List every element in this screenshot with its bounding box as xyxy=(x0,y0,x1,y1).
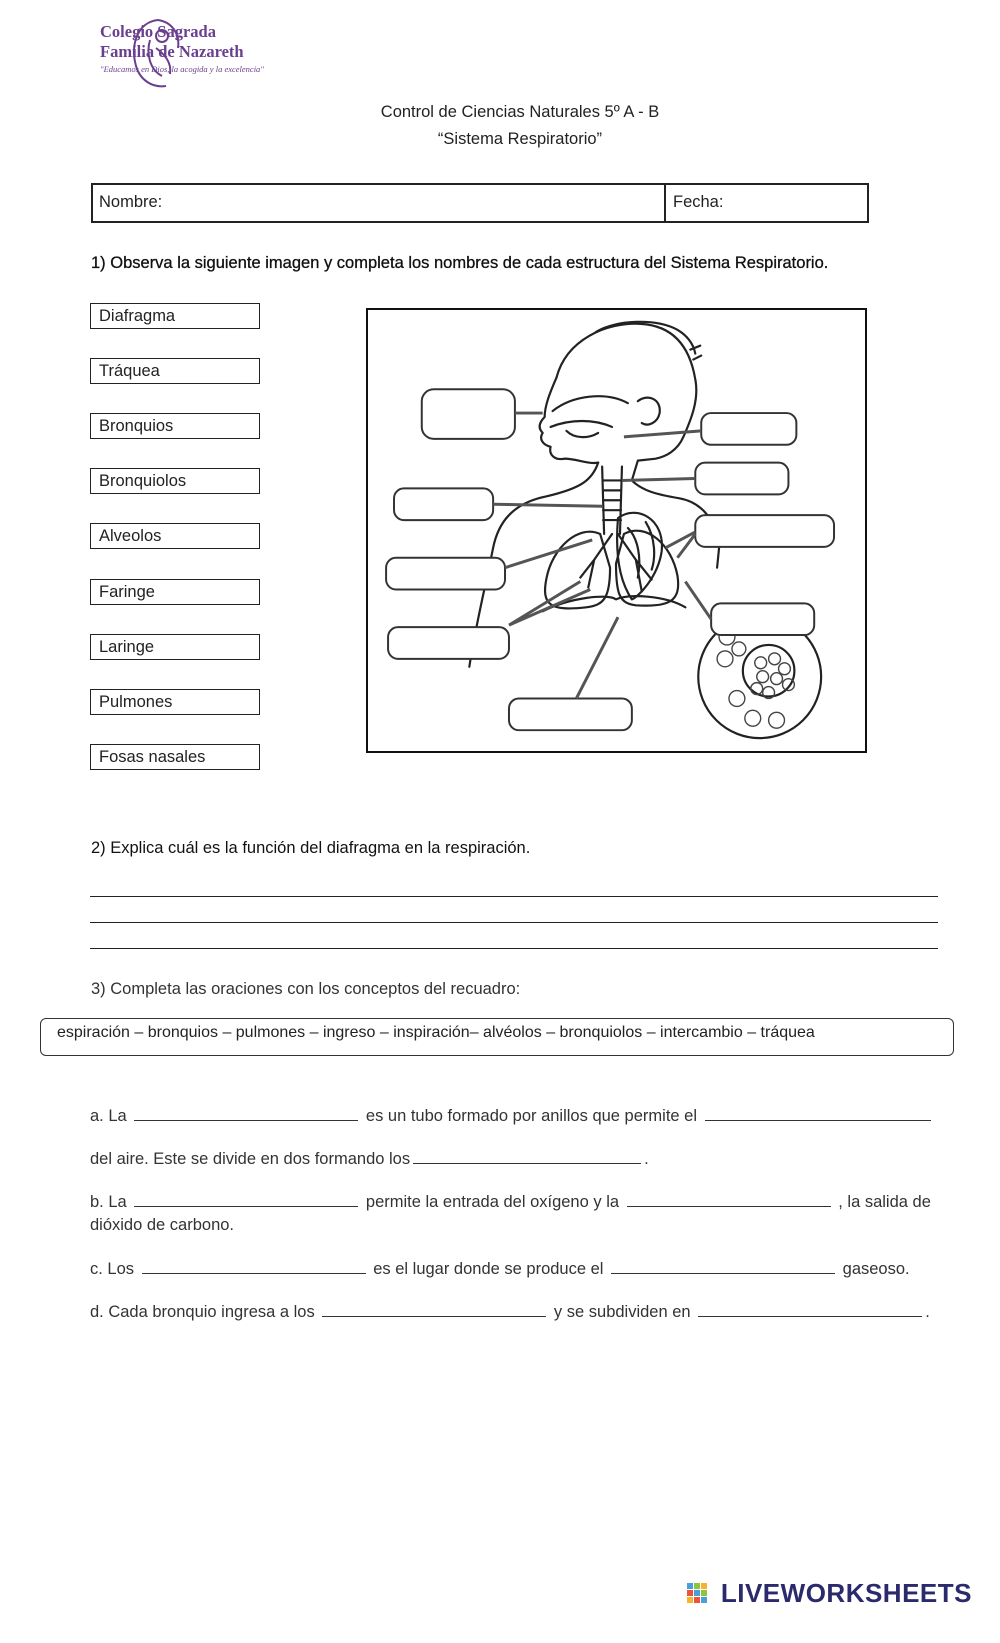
respiratory-system-diagram xyxy=(366,308,867,753)
blank-c2[interactable] xyxy=(611,1259,835,1274)
question-3-prompt: 3) Completa las oraciones con los conceptos del recuadro: xyxy=(91,980,521,998)
blank-a3[interactable] xyxy=(413,1149,641,1164)
question-2-prompt: 2) Explica cuál es la función del diafragma en la respiración. xyxy=(91,839,531,857)
name-date-table xyxy=(91,183,869,223)
page-subtitle: “Sistema Respiratorio” xyxy=(437,130,603,148)
blank-b1[interactable] xyxy=(134,1192,358,1207)
word-box-fosas-nasales[interactable]: Fosas nasales xyxy=(90,744,260,770)
page-title: Control de Ciencias Naturales 5º A - B xyxy=(380,103,660,121)
answer-line[interactable] xyxy=(90,896,938,897)
sentence-b-line2: dióxido de carbono. xyxy=(90,1216,235,1234)
blank-c1[interactable] xyxy=(142,1259,366,1274)
concepts-box: espiración – bronquios – pulmones – ingreso – inspiración– alvéolos – bronquiolos – intercambio – tráquea xyxy=(40,1018,954,1056)
liveworksheets-logo-icon xyxy=(686,1582,708,1604)
sentence-d: d. Cada bronquio ingresa a los y se subdividen en . xyxy=(90,1303,930,1321)
word-box-faringe[interactable]: Faringe xyxy=(90,579,260,605)
blank-a2[interactable] xyxy=(705,1106,931,1121)
word-box-pulmones[interactable]: Pulmones xyxy=(90,689,260,715)
blank-d2[interactable] xyxy=(698,1302,922,1317)
blank-a1[interactable] xyxy=(134,1106,358,1121)
word-box-diafragma[interactable]: Diafragma xyxy=(90,303,260,329)
word-box-bronquiolos[interactable]: Bronquiolos xyxy=(90,468,260,494)
name-label: Nombre: xyxy=(99,193,163,211)
sentence-a-line2: del aire. Este se divide en dos formando los . xyxy=(90,1150,649,1168)
answer-line[interactable] xyxy=(90,922,938,923)
school-motto: "Educamos en Dios, la acogida y la excelencia" xyxy=(100,64,264,74)
question-1-prompt: 1) Observa la siguiente imagen y completa los nombres de cada estructura del Sistema Respiratorio. xyxy=(91,254,829,272)
word-box-alveolos[interactable]: Alveolos xyxy=(90,523,260,549)
word-box-laringe[interactable]: Laringe xyxy=(90,634,260,660)
word-box-traquea[interactable]: Tráquea xyxy=(90,358,260,384)
sentence-b-line1: b. La permite la entrada del oxígeno y la , la salida de xyxy=(90,1193,931,1211)
sentence-a-line1: a. La es un tubo formado por anillos que permite el xyxy=(90,1106,934,1126)
word-box-bronquios[interactable]: Bronquios xyxy=(90,413,260,439)
school-name: Colegio Sagrada Familia de Nazareth xyxy=(100,22,244,61)
blank-d1[interactable] xyxy=(322,1302,546,1317)
table-separator xyxy=(664,183,666,223)
date-label: Fecha: xyxy=(673,193,724,211)
blank-b2[interactable] xyxy=(627,1192,831,1207)
answer-line[interactable] xyxy=(90,948,938,949)
sentence-c: c. Los es el lugar donde se produce el gaseoso. xyxy=(90,1260,910,1278)
liveworksheets-brand: LIVEWORKSHEETS xyxy=(720,1578,972,1608)
